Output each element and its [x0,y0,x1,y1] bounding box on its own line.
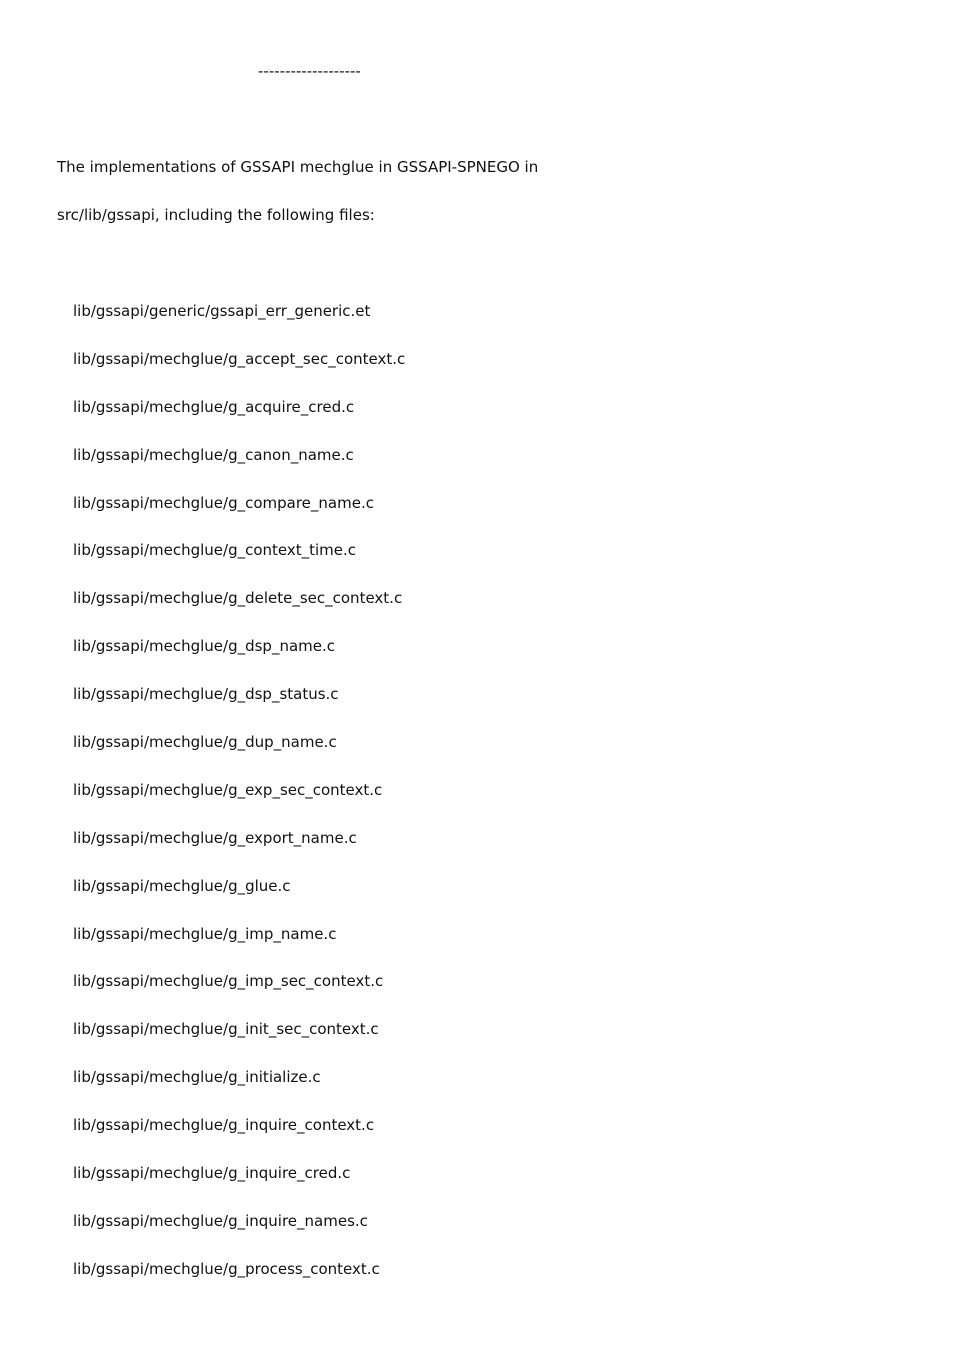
file-item: lib/gssapi/generic/gssapi_err_generic.et [73,302,371,320]
file-item: lib/gssapi/mechglue/g_context_time.c [73,541,357,560]
file-item: lib/gssapi/mechglue/g_process_context.c [73,1259,380,1278]
intro-line: src/lib/gssapi, including the following files: [57,206,375,224]
file-item: lib/gssapi/mechglue/g_delete_sec_context.c [73,589,403,608]
file-item: lib/gssapi/mechglue/g_imp_sec_context.c [73,972,384,991]
file-item: lib/gssapi/mechglue/g_inquire_names.c [73,1211,368,1230]
file-item: lib/gssapi/mechglue/g_export_name.c [73,828,357,847]
file-item: lib/gssapi/mechglue/g_compare_name.c [73,493,374,512]
file-item: lib/gssapi/mechglue/g_initialize.c [73,1068,321,1087]
file-item: lib/gssapi/mechglue/g_acquire_cred.c [73,397,355,416]
file-list [73,300,405,1306]
file-item: lib/gssapi/mechglue/g_dup_name.c [73,733,337,752]
file-item: lib/gssapi/mechglue/g_dsp_status.c [73,685,339,704]
file-item: lib/gssapi/mechglue/g_imp_name.c [73,924,337,943]
file-item: lib/gssapi/mechglue/g_init_sec_context.c [73,1020,379,1039]
file-item: lib/gssapi/mechglue/g_canon_name.c [73,445,354,464]
file-item: lib/gssapi/mechglue/g_accept_sec_context.c [73,349,406,368]
intro-line: The implementations of GSSAPI mechglue in GSSAPI-SPNEGO in [57,158,539,176]
file-item: lib/gssapi/mechglue/g_dsp_name.c [73,637,336,656]
file-item: lib/gssapi/mechglue/g_inquire_context.c [73,1116,375,1135]
file-item: lib/gssapi/mechglue/g_exp_sec_context.c [73,780,383,799]
intro-paragraph [57,156,617,252]
file-item: lib/gssapi/mechglue/g_glue.c [73,876,291,895]
file-item: lib/gssapi/mechglue/g_inquire_cred.c [73,1164,351,1183]
separator-line: ------------------- [258,62,361,80]
